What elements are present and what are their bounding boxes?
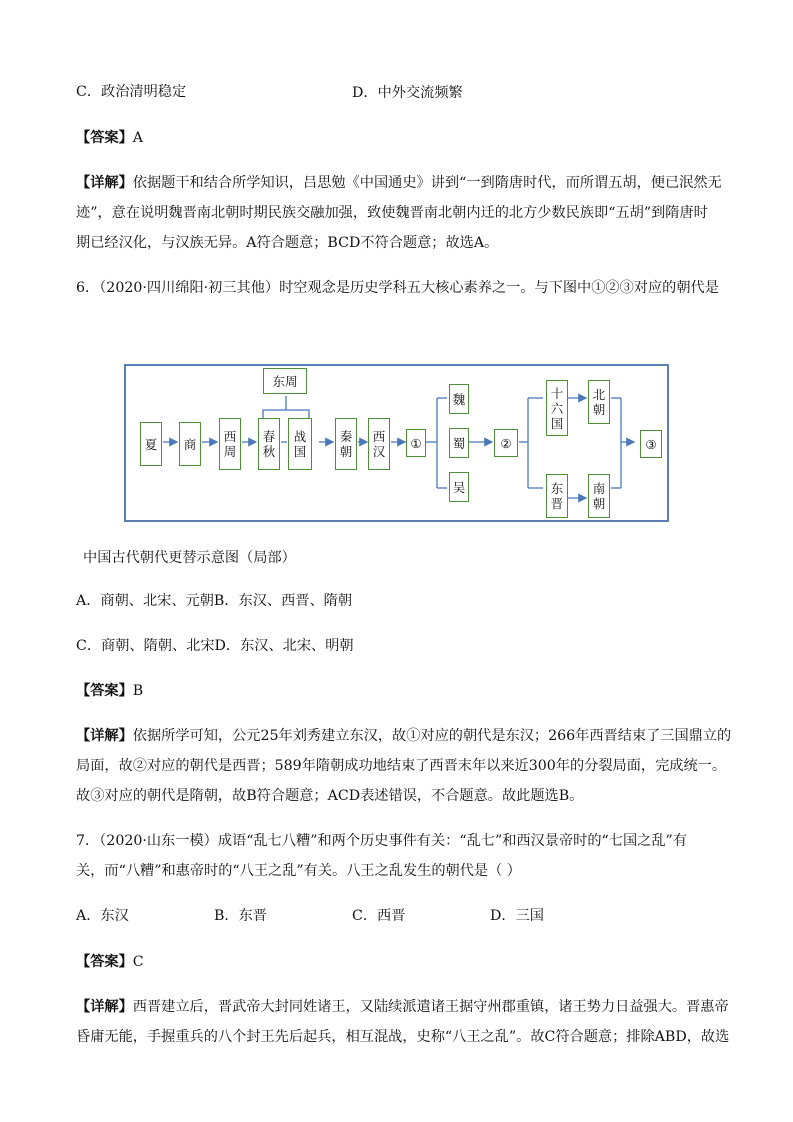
- node-blank-1: ①: [406, 429, 426, 457]
- detail-q5-line-1: [76, 173, 722, 193]
- node-dongjin: 东晋: [546, 474, 568, 518]
- detail-q5-line-3: 期已经汉化，与汉族无异。A符合题意；BCD不符合题意；故选A。: [76, 235, 499, 251]
- node-zhanguo: 战国: [288, 418, 312, 470]
- q7-option-c: C．西晋: [352, 908, 406, 924]
- answer-value: B: [132, 683, 144, 699]
- detail-q6-line-3: 故③对应的朝代是隋朝，故B符合题意；ACD表述错误，不合题意。故此题选B。: [76, 788, 584, 804]
- option-d: D．中外交流频繁: [352, 85, 463, 101]
- answer-q5: [76, 128, 143, 148]
- detail-q6-line-2: 局面，故②对应的朝代是西晋；589年隋朝成功地结束了西晋末年以来近300年的分裂局面，完成统一。: [76, 758, 727, 774]
- detail-q7-line-1: [76, 997, 729, 1017]
- q7-option-b: B．东晋: [214, 908, 267, 924]
- detail-tag: 【详解】: [76, 999, 133, 1015]
- answer-value: A: [132, 130, 144, 146]
- answer-q7: [76, 952, 144, 972]
- detail-tag: 【详解】: [76, 728, 133, 744]
- options-cd: C．商朝、隋朝、北宋D．东汉、北宋、明朝: [76, 638, 354, 654]
- detail-q6-line-1: [76, 726, 731, 746]
- options-ab: A．商朝、北宋、元朝B．东汉、西晋、隋朝: [76, 593, 353, 609]
- node-wu: 吴: [449, 472, 469, 502]
- diagram-caption: 中国古代朝代更替示意图（局部）: [83, 550, 296, 566]
- node-xihan: 西汉: [368, 418, 390, 470]
- node-qinchao: 秦朝: [335, 418, 357, 470]
- answer-tag: 【答案】: [76, 683, 133, 699]
- option-c: C．政治清明稳定: [76, 84, 187, 100]
- answer-tag: 【答案】: [76, 130, 133, 146]
- node-wei: 魏: [449, 384, 469, 414]
- q7-option-a: A．东汉: [76, 908, 129, 924]
- question-7-stem-line-1: 7．（2020·山东一模）成语“乱七八糟”和两个历史事件有关：“乱七”和西汉景帝时的“七国之乱”有: [76, 833, 688, 849]
- node-shiliuguo: 十六国: [546, 380, 568, 436]
- dynasty-diagram: [124, 364, 669, 522]
- answer-tag: 【答案】: [76, 954, 133, 970]
- detail-q7-line-2: 昏庸无能，手握重兵的八个封王先后起兵，相互混战，史称“八王之乱”。故C符合题意；排除ABD，故选: [76, 1029, 730, 1045]
- answer-q6: [76, 681, 143, 701]
- node-xia: 夏: [140, 422, 162, 466]
- node-chunqiu: 春秋: [258, 418, 280, 470]
- node-blank-3: ③: [640, 430, 662, 458]
- detail-text: 西晋建立后，晋武帝大封同姓诸王，又陆续派遣诸王据守州郡重镇，诸王势力日益强大。晋惠帝: [132, 999, 729, 1015]
- answer-value: C: [132, 954, 144, 970]
- q7-option-d: D．三国: [490, 908, 544, 924]
- question-6-stem: 6．（2020·四川绵阳·初三其他）时空观念是历史学科五大核心素养之一。与下图中①②③对应的朝代是: [76, 280, 719, 296]
- detail-text: 依据题干和结合所学知识，吕思勉《中国通史》讲到“一到隋唐时代，而所谓五胡，便已泯然无: [132, 175, 722, 191]
- detail-q5-line-2: 迹”，意在说明魏晋南北朝时期民族交融加强，致使魏晋南北朝内迁的北方少数民族即“五胡”到隋唐时: [76, 205, 708, 221]
- node-blank-2: ②: [494, 429, 518, 457]
- node-xizhou: 西周: [219, 418, 241, 470]
- node-shu: 蜀: [449, 428, 469, 458]
- detail-text: 依据所学可知，公元25年刘秀建立东汉，故①对应的朝代是东汉；266年西晋结束了三国鼎立的: [132, 728, 732, 744]
- node-nanchao: 南朝: [588, 474, 610, 518]
- node-shang: 商: [179, 422, 201, 466]
- question-7-stem-line-2: 关，而“八糟”和惠帝时的“八王之乱”有关。八王之乱发生的朝代是（ ）: [76, 863, 521, 879]
- node-top-label: 东周: [263, 368, 307, 394]
- node-beichao: 北朝: [588, 380, 610, 424]
- detail-tag: 【详解】: [76, 175, 133, 191]
